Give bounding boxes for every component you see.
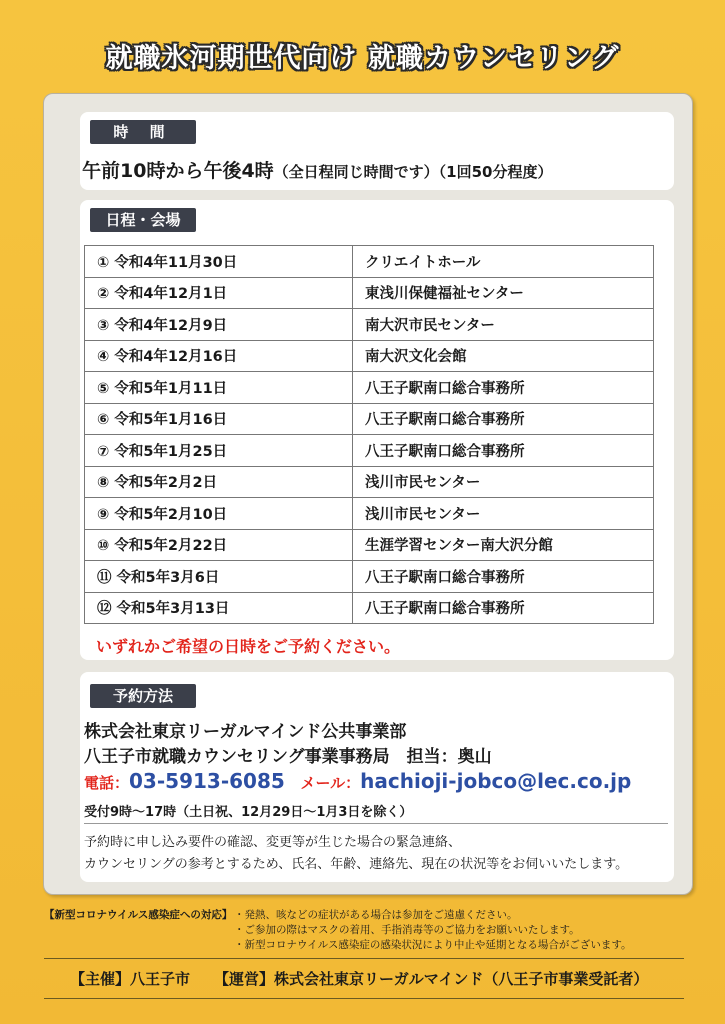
schedule-venue: クリエイトホール bbox=[353, 246, 654, 278]
table-row bbox=[85, 277, 654, 309]
schedule-venue: 八王子駅南口総合事務所 bbox=[353, 592, 654, 624]
secretariat-contact: 八王子市就職カウンセリング事業事務局 担当：奥山 bbox=[84, 747, 492, 767]
reception-hours: 受付9時～17時（土日祝、12月29日～1月3日を除く） bbox=[84, 805, 413, 820]
table-row bbox=[85, 372, 654, 404]
table-row bbox=[85, 529, 654, 561]
contact-line bbox=[84, 769, 631, 793]
schedule-date: ⑫ 令和5年3月13日 bbox=[85, 592, 353, 624]
schedule-date: ② 令和4年12月1日 bbox=[85, 277, 353, 309]
schedule-venue: 浅川市民センター bbox=[353, 466, 654, 498]
schedule-table bbox=[84, 245, 654, 624]
covid-notice bbox=[44, 908, 632, 951]
covid-head: 【新型コロナウイルス感染症への対応】 bbox=[44, 909, 233, 921]
table-row bbox=[85, 340, 654, 372]
table-row bbox=[85, 466, 654, 498]
covid-line-3: ・新型コロナウイルス感染症の感染状況により中止や延期となる場合がございます。 bbox=[234, 939, 632, 951]
note-line-2: カウンセリングの参考とするため、氏名、年齢、連絡先、現在の状況等をお伺いいたします。 bbox=[84, 857, 629, 872]
mail-label: メール： bbox=[300, 774, 361, 792]
schedule-date: ① 令和4年11月30日 bbox=[85, 246, 353, 278]
reservation-note bbox=[84, 832, 628, 876]
schedule-venue: 八王子駅南口総合事務所 bbox=[353, 561, 654, 593]
divider bbox=[84, 823, 668, 824]
table-row bbox=[85, 561, 654, 593]
schedule-venue: 生涯学習センター南大沢分館 bbox=[353, 529, 654, 561]
schedule-venue: 八王子駅南口総合事務所 bbox=[353, 403, 654, 435]
footer-rule-bottom bbox=[44, 998, 684, 999]
footer-operator: 【運営】株式会社東京リーガルマインド（八王子市事業受託者） bbox=[214, 970, 649, 988]
schedule-date: ⑤ 令和5年1月11日 bbox=[85, 372, 353, 404]
footer-rule-top bbox=[44, 958, 684, 959]
schedule-venue: 八王子駅南口総合事務所 bbox=[353, 435, 654, 467]
tel-number[interactable]: 03-5913-6085 bbox=[129, 769, 285, 793]
table-row bbox=[85, 403, 654, 435]
table-row bbox=[85, 246, 654, 278]
schedule-venue: 浅川市民センター bbox=[353, 498, 654, 530]
page-title: 就職氷河期世代向け 就職カウンセリング bbox=[105, 43, 620, 74]
footer bbox=[70, 968, 672, 989]
time-text bbox=[82, 156, 553, 183]
time-main: 午前10時から午後4時 bbox=[82, 160, 274, 182]
schedule-date: ⑦ 令和5年1月25日 bbox=[85, 435, 353, 467]
schedule-date: ⑥ 令和5年1月16日 bbox=[85, 403, 353, 435]
organizer-name: 株式会社東京リーガルマインド公共事業部 bbox=[84, 722, 407, 742]
schedule-date: ⑧ 令和5年2月2日 bbox=[85, 466, 353, 498]
reservation-label: 予約方法 bbox=[90, 684, 196, 708]
reserve-notice: いずれかご希望の日時をご予約ください。 bbox=[96, 637, 401, 656]
schedule-venue: 南大沢文化会館 bbox=[353, 340, 654, 372]
schedule-date: ⑪ 令和5年3月6日 bbox=[85, 561, 353, 593]
mail-address[interactable]: hachioji-jobco@lec.co.jp bbox=[360, 769, 632, 793]
schedule-date: ⑨ 令和5年2月10日 bbox=[85, 498, 353, 530]
time-label: 時 間 bbox=[90, 120, 196, 144]
footer-host: 【主催】八王子市 bbox=[70, 970, 191, 988]
table-row bbox=[85, 498, 654, 530]
schedule-date: ④ 令和4年12月16日 bbox=[85, 340, 353, 372]
note-line-1: 予約時に申し込み要件の確認、変更等が生じた場合の緊急連絡、 bbox=[84, 835, 462, 850]
table-row bbox=[85, 435, 654, 467]
time-sub: （全日程同じ時間です）（1回50分程度） bbox=[273, 163, 553, 181]
tel-label: 電話： bbox=[84, 774, 130, 792]
schedule-venue: 東浅川保健福祉センター bbox=[353, 277, 654, 309]
schedule-venue: 八王子駅南口総合事務所 bbox=[353, 372, 654, 404]
schedule-date: ③ 令和4年12月9日 bbox=[85, 309, 353, 341]
covid-line-2: ・ご参加の際はマスクの着用、手指消毒等のご協力をお願いいたします。 bbox=[234, 924, 580, 936]
schedule-label: 日程・会場 bbox=[90, 208, 196, 232]
table-row bbox=[85, 309, 654, 341]
covid-line-1: ・発熱、咳などの症状がある場合は参加をご遠慮ください。 bbox=[234, 909, 518, 921]
schedule-venue: 南大沢市民センター bbox=[353, 309, 654, 341]
schedule-date: ⑩ 令和5年2月22日 bbox=[85, 529, 353, 561]
table-row bbox=[85, 592, 654, 624]
